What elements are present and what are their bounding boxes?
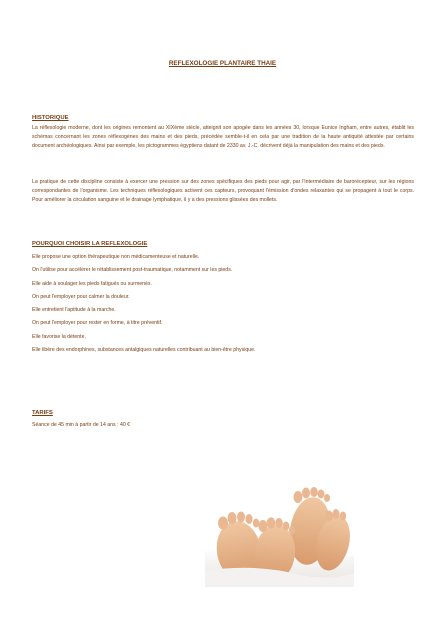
feet-illustration [205, 471, 354, 587]
list-item: Elle libère des endorphines, substances antalgiques naturelles contribuant au bien-être physique. [32, 347, 256, 354]
list-item: Elle entretient l'aptitude à la marche. [32, 307, 116, 314]
historique-paragraph-1: La réflexologie moderne, dont les origines remontent au XIXème siècle, atteignit son apogée dans les années 30, lorsque Eunice Ingham, entre autres, établit les schémas concernant les zones réflexogènes des mains et des pieds, précédée semble-t-il en cela par une tradition de la haute antiquité attestée par certains document archéologiques. Ainsi par exemple, les pictogrammes égyptiens datant de 2330 av. J.-C. décrivent déjà la manipulation des mains et des pieds. [32, 125, 414, 149]
tarifs-price-text: Séance de 45 min à partir de 14 ans : 40 € [32, 422, 131, 428]
list-item: On l'utilise pour accélérer le rétablissement post-traumatique, notamment sur les pieds. [32, 267, 233, 274]
section-heading-tarifs: TARIFS [32, 410, 53, 416]
page-title: REFLEXOLOGIE PLANTAIRE THAIE [168, 60, 277, 67]
section-heading-historique: HISTORIQUE [32, 115, 69, 121]
list-item: Elle propose une option thérapeutique non médicamenteuse et naturelle. [32, 254, 200, 260]
list-item: On peut l'employer pour rester en forme, à titre préventif. [32, 320, 163, 327]
list-item: Elle aide à soulager les pieds fatigués ou surmenés. [32, 280, 152, 287]
historique-paragraph-2: La pratique de cette discipline consiste à exercer une pression sur des zones spécifiques des pieds pour agir, par l'intermédiaire de barorécepteur, sur les régions correspondantes de l'organisme. Les techniques réflexologiques activent ces capteurs, provoquant l'émission d'ondes relaxantes qui se propagent à tout le corps. Pour améliorer la circulation sanguine et le drainage lymphatique, il y a des pressions glissées des mollets. [32, 179, 414, 203]
list-item: Elle favorise la détente. [32, 333, 86, 340]
list-item: On peut l'employer pour calmer la douleur. [32, 293, 130, 300]
feet-photo [205, 471, 354, 587]
section-heading-pourquoi: POURQUOI CHOISIR LA REFLEXOLOGIE [32, 241, 148, 247]
benefits-list [32, 253, 414, 359]
